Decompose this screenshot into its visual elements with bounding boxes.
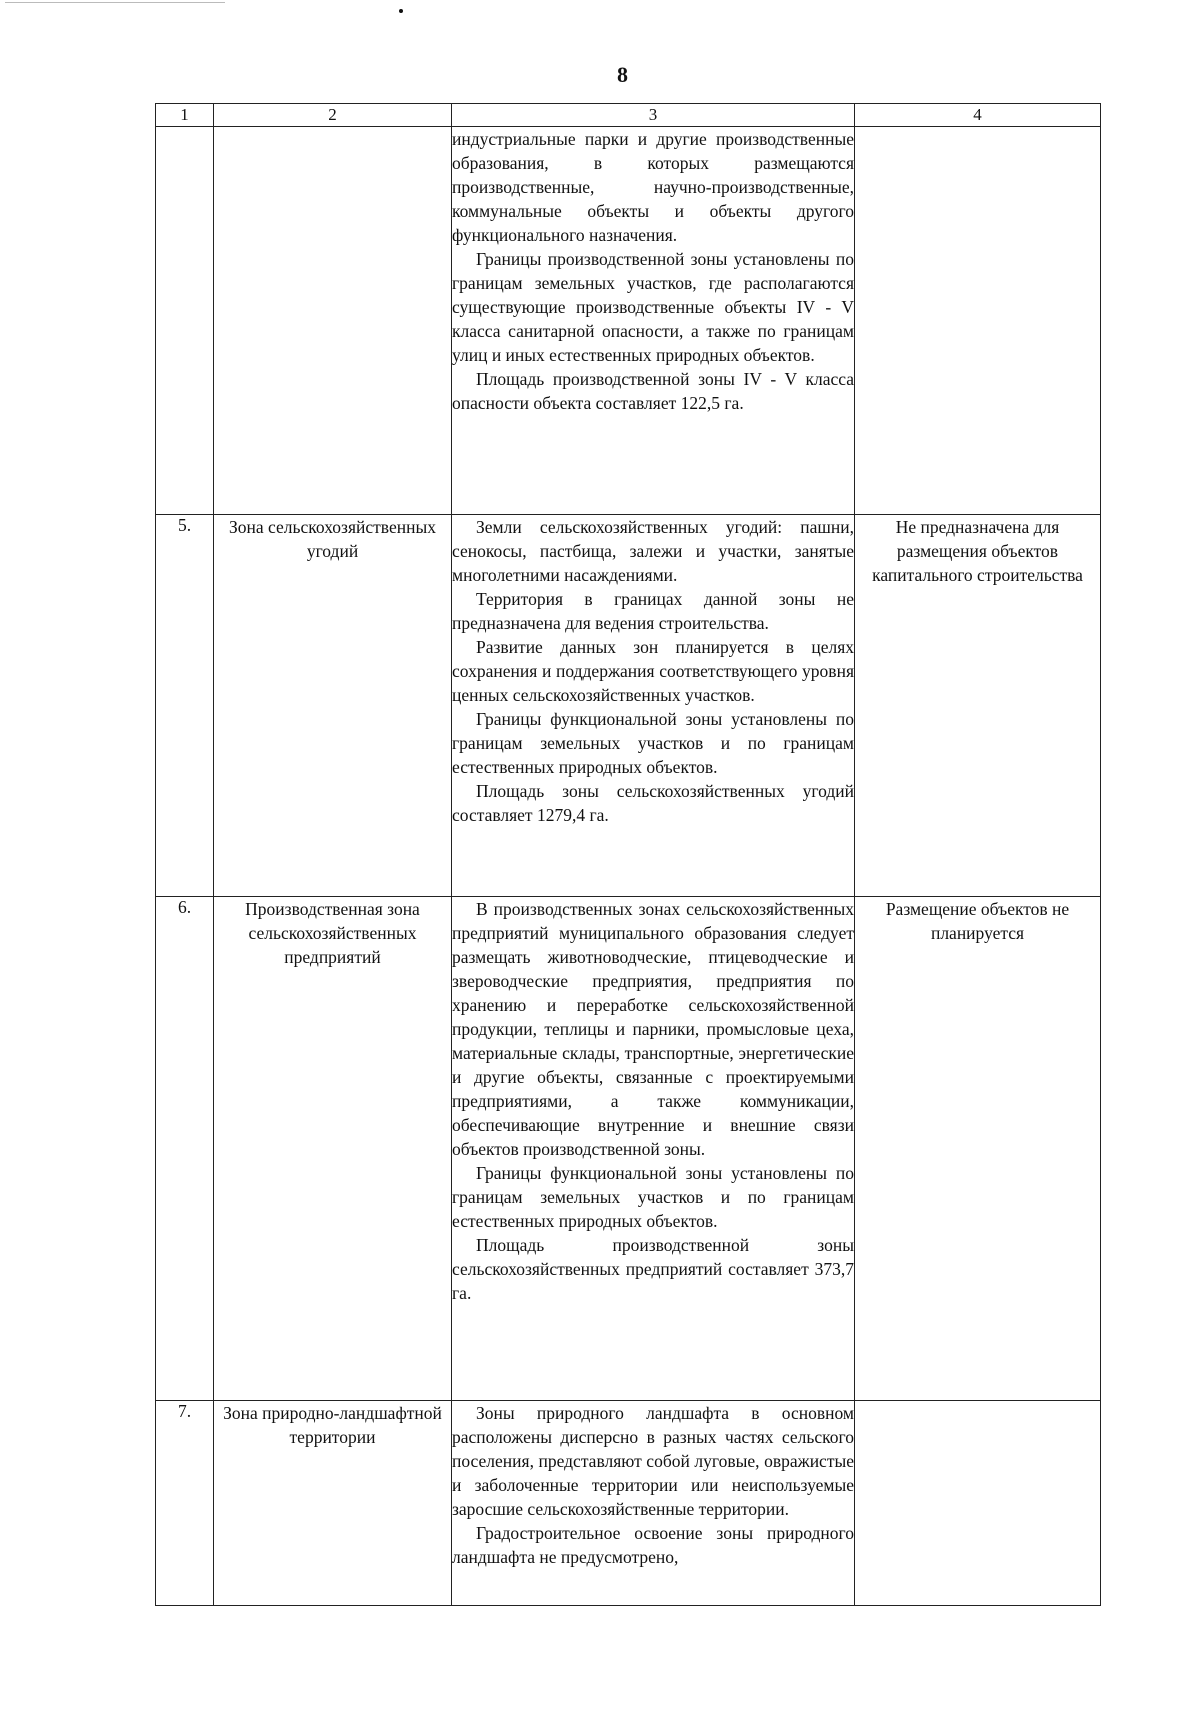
table-row	[156, 897, 1101, 1401]
zone-description	[452, 127, 855, 515]
description-paragraph: Площадь производственной зоны IV - V класса опасности объекта составляет 122,5 га.	[452, 369, 854, 413]
construction-note	[855, 127, 1101, 515]
description-paragraph: Границы производственной зоны установлены по границам земельных участков, где располагаются существующие производственные объекты IV - V класса санитарной опасности, а также по границам улиц и иных естественных природных объектов.	[452, 249, 854, 365]
zone-description	[452, 515, 855, 897]
description-paragraph: индустриальные парки и другие производственные образования, в которых размещаются производственные, научно-производственные, коммунальные объекты и объекты другого функционального назначения.	[452, 129, 854, 245]
construction-note: Размещение объектов не планируется	[855, 897, 1101, 1401]
zones-table	[155, 103, 1101, 1606]
row-number: 7.	[156, 1401, 214, 1606]
construction-note: Не предназначена для размещения объектов капитального строительства	[855, 515, 1101, 897]
description-paragraph: Границы функциональной зоны установлены по границам земельных участков и по границам естественных природных объектов.	[452, 1163, 854, 1231]
description-paragraph: В производственных зонах сельскохозяйственных предприятий муниципального образования следует размещать животноводческие, птицеводческие и звероводческие предприятия, предприятия по хранению и переработке сельскохозяйственной продукции, теплицы и парники, промысловые цеха, материальные склады, транспортные, энергетические и другие объекты, связанные с проектируемыми предприятиями, а также коммуникации, обеспечивающие внутренние и внешние связи объектов производственной зоны.	[452, 899, 854, 1159]
scan-artifact-line	[5, 2, 225, 3]
row-number: 5.	[156, 515, 214, 897]
description-paragraph: Земли сельскохозяйственных угодий: пашни, сенокосы, пастбища, залежи и участки, занятые многолетними насаждениями.	[452, 517, 854, 585]
table-row	[156, 127, 1101, 515]
row-number: 6.	[156, 897, 214, 1401]
description-paragraph: Площадь зоны сельскохозяйственных угодий составляет 1279,4 га.	[452, 781, 854, 825]
column-header-2: 2	[214, 104, 452, 127]
scan-artifact-dot	[399, 9, 403, 13]
description-paragraph: Градостроительное освоение зоны природного ландшафта не предусмотрено,	[452, 1523, 854, 1567]
table-row	[156, 515, 1101, 897]
page-number: 8	[617, 62, 628, 87]
table-header-row	[156, 104, 1101, 127]
zone-description	[452, 897, 855, 1401]
description-paragraph: Территория в границах данной зоны не предназначена для ведения строительства.	[452, 589, 854, 633]
description-paragraph: Границы функциональной зоны установлены по границам земельных участков и по границам естественных природных объектов.	[452, 709, 854, 777]
column-header-1: 1	[156, 104, 214, 127]
column-header-3: 3	[452, 104, 855, 127]
description-paragraph: Зоны природного ландшафта в основном расположены дисперсно в разных частях сельского поселения, представляют собой луговые, овражистые и заболоченные территории или неиспользуемые заросшие сельскохозяйственные территории.	[452, 1403, 854, 1519]
zone-description	[452, 1401, 855, 1606]
zone-name: Зона сельскохозяйственных угодий	[214, 515, 452, 897]
zone-name: Зона природно-ландшафтной территории	[214, 1401, 452, 1606]
zone-name	[214, 127, 452, 515]
zone-name: Производственная зона сельскохозяйственных предприятий	[214, 897, 452, 1401]
construction-note	[855, 1401, 1101, 1606]
row-number	[156, 127, 214, 515]
table-row	[156, 1401, 1101, 1606]
description-paragraph: Площадь производственной зоны сельскохозяйственных предприятий составляет 373,7 га.	[452, 1235, 854, 1303]
description-paragraph: Развитие данных зон планируется в целях сохранения и поддержания соответствующего уровня ценных сельскохозяйственных участков.	[452, 637, 854, 705]
column-header-4: 4	[855, 104, 1101, 127]
